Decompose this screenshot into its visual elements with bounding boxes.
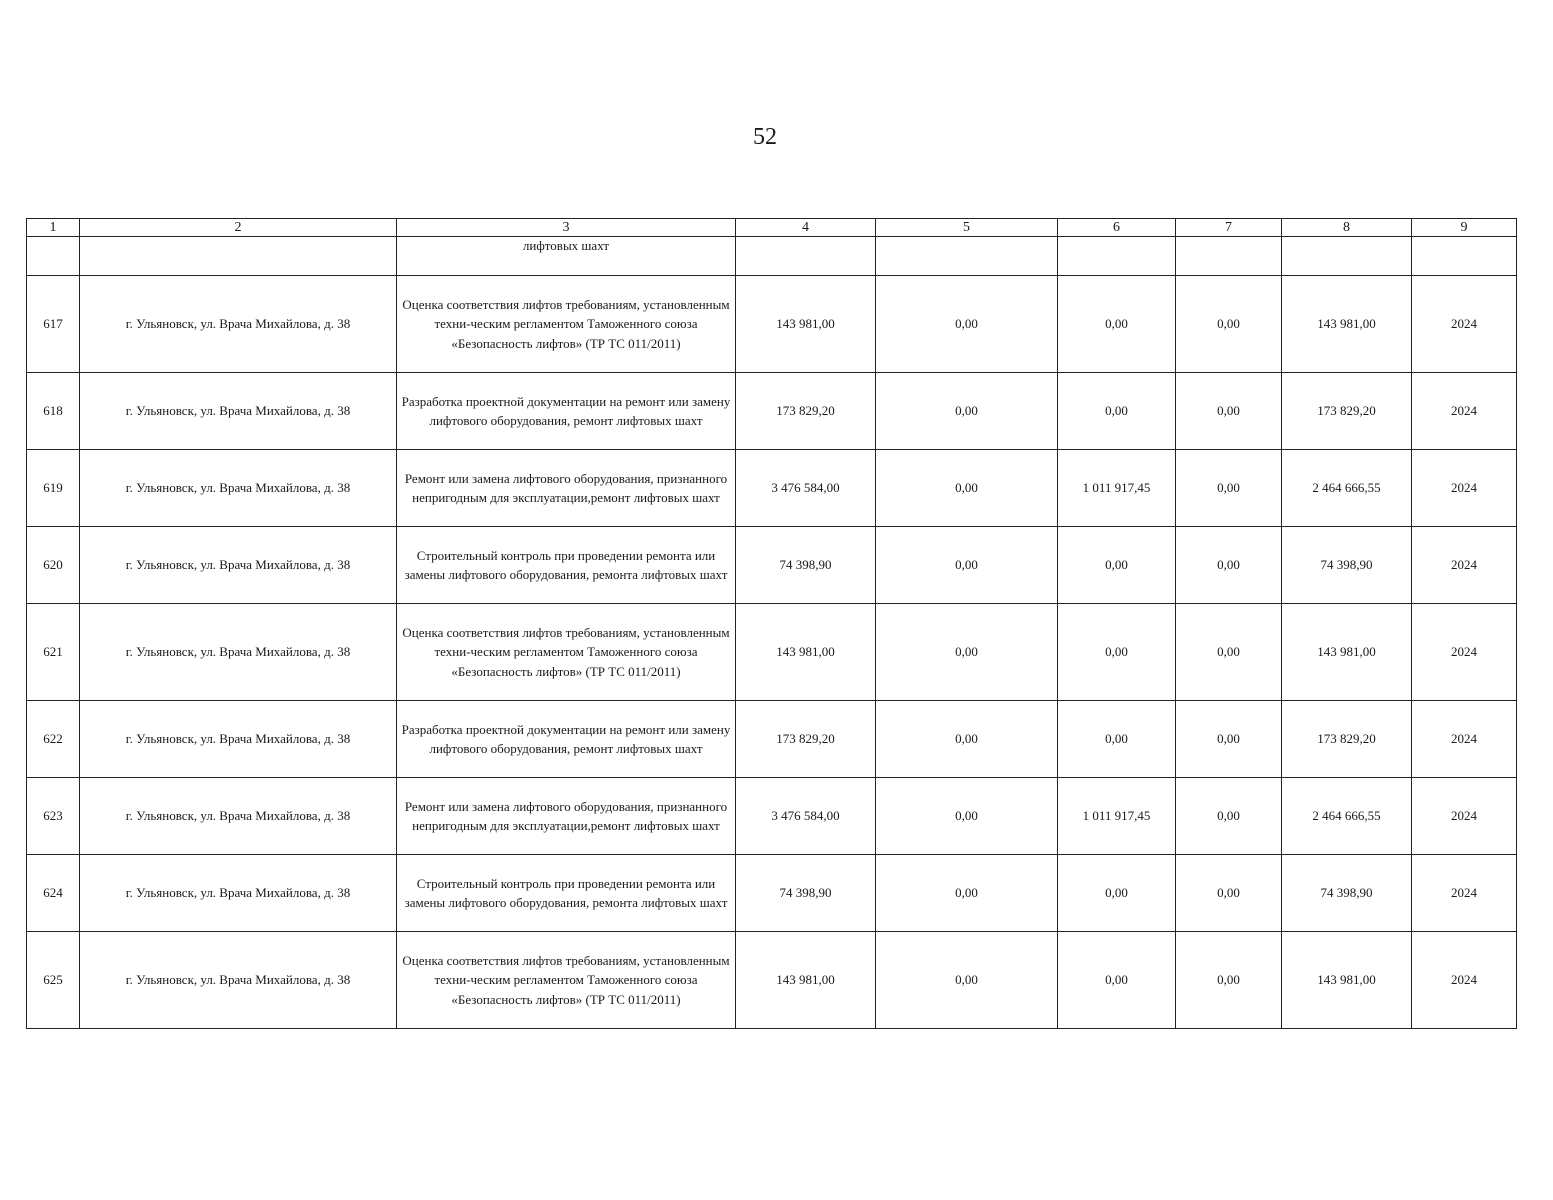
amount-cell: 0,00 <box>1058 373 1176 450</box>
work-type-cell: Строительный контроль при проведении ремонта или замены лифтового оборудования, ремонта лифтовых шахт <box>397 527 736 604</box>
year-cell: 2024 <box>1412 701 1517 778</box>
amount-cell: 0,00 <box>876 527 1058 604</box>
table-cell <box>1058 237 1176 276</box>
table-row <box>27 604 1517 701</box>
work-type-cell: Строительный контроль при проведении ремонта или замены лифтового оборудования, ремонта лифтовых шахт <box>397 855 736 932</box>
table-row <box>27 932 1517 1029</box>
year-cell: 2024 <box>1412 855 1517 932</box>
address-cell: г. Ульяновск, ул. Врача Михайлова, д. 38 <box>80 604 397 701</box>
year-cell: 2024 <box>1412 527 1517 604</box>
amount-cell: 173 829,20 <box>736 373 876 450</box>
amount-cell: 0,00 <box>876 701 1058 778</box>
row-number-cell: 624 <box>27 855 80 932</box>
amount-cell: 0,00 <box>1176 855 1282 932</box>
column-number-cell: 1 <box>27 219 80 237</box>
address-cell: г. Ульяновск, ул. Врача Михайлова, д. 38 <box>80 373 397 450</box>
amount-cell: 2 464 666,55 <box>1282 778 1412 855</box>
amount-cell: 74 398,90 <box>1282 527 1412 604</box>
table-cell <box>80 237 397 276</box>
address-cell: г. Ульяновск, ул. Врача Михайлова, д. 38 <box>80 701 397 778</box>
work-type-cell: Ремонт или замена лифтового оборудования, признанного непригодным для эксплуатации,ремонт лифтовых шахт <box>397 778 736 855</box>
work-type-cell: Разработка проектной документации на ремонт или замену лифтового оборудования, ремонт лифтовых шахт <box>397 373 736 450</box>
year-cell: 2024 <box>1412 373 1517 450</box>
table-cell <box>1412 237 1517 276</box>
column-number-cell: 8 <box>1282 219 1412 237</box>
row-number-cell: 625 <box>27 932 80 1029</box>
work-type-cell: Оценка соответствия лифтов требованиям, установленным техни-ческим регламентом Таможенного союза «Безопасность лифтов» (ТР ТС 011/2011) <box>397 604 736 701</box>
amount-cell: 0,00 <box>1176 778 1282 855</box>
amount-cell: 1 011 917,45 <box>1058 450 1176 527</box>
amount-cell: 0,00 <box>876 373 1058 450</box>
amount-cell: 0,00 <box>876 855 1058 932</box>
amount-cell: 143 981,00 <box>1282 932 1412 1029</box>
amount-cell: 74 398,90 <box>1282 855 1412 932</box>
amount-cell: 143 981,00 <box>1282 276 1412 373</box>
column-number-cell: 4 <box>736 219 876 237</box>
amount-cell: 0,00 <box>1176 276 1282 373</box>
row-number-cell: 622 <box>27 701 80 778</box>
column-number-cell: 2 <box>80 219 397 237</box>
amount-cell: 173 829,20 <box>1282 701 1412 778</box>
year-cell: 2024 <box>1412 604 1517 701</box>
amount-cell: 3 476 584,00 <box>736 778 876 855</box>
table-cell <box>736 237 876 276</box>
row-number-cell: 617 <box>27 276 80 373</box>
year-cell: 2024 <box>1412 932 1517 1029</box>
amount-cell: 143 981,00 <box>1282 604 1412 701</box>
table-row <box>27 778 1517 855</box>
amount-cell: 74 398,90 <box>736 527 876 604</box>
table-row <box>27 276 1517 373</box>
address-cell: г. Ульяновск, ул. Врача Михайлова, д. 38 <box>80 276 397 373</box>
amount-cell: 0,00 <box>1058 527 1176 604</box>
column-number-cell: 6 <box>1058 219 1176 237</box>
row-number-cell: 619 <box>27 450 80 527</box>
address-cell: г. Ульяновск, ул. Врача Михайлова, д. 38 <box>80 932 397 1029</box>
table-row <box>27 373 1517 450</box>
table-cell <box>876 237 1058 276</box>
amount-cell: 173 829,20 <box>1282 373 1412 450</box>
amount-cell: 173 829,20 <box>736 701 876 778</box>
amount-cell: 1 011 917,45 <box>1058 778 1176 855</box>
amount-cell: 0,00 <box>1176 932 1282 1029</box>
amount-cell: 0,00 <box>1176 527 1282 604</box>
amount-cell: 0,00 <box>1058 855 1176 932</box>
amount-cell: 0,00 <box>1058 276 1176 373</box>
amount-cell: 0,00 <box>1058 701 1176 778</box>
row-number-cell: 620 <box>27 527 80 604</box>
amount-cell: 0,00 <box>1176 701 1282 778</box>
year-cell: 2024 <box>1412 778 1517 855</box>
work-type-cell: Разработка проектной документации на ремонт или замену лифтового оборудования, ремонт лифтовых шахт <box>397 701 736 778</box>
row-number-cell: 621 <box>27 604 80 701</box>
year-cell: 2024 <box>1412 276 1517 373</box>
address-cell: г. Ульяновск, ул. Врача Михайлова, д. 38 <box>80 855 397 932</box>
amount-cell: 0,00 <box>1176 450 1282 527</box>
amount-cell: 143 981,00 <box>736 604 876 701</box>
row-number-cell: 623 <box>27 778 80 855</box>
address-cell: г. Ульяновск, ул. Врача Михайлова, д. 38 <box>80 450 397 527</box>
continuation-row <box>27 237 1517 276</box>
amount-cell: 0,00 <box>876 604 1058 701</box>
column-number-row <box>27 219 1517 237</box>
address-cell: г. Ульяновск, ул. Врача Михайлова, д. 38 <box>80 778 397 855</box>
amount-cell: 0,00 <box>876 778 1058 855</box>
amount-cell: 143 981,00 <box>736 932 876 1029</box>
table-row <box>27 450 1517 527</box>
work-type-cell: Оценка соответствия лифтов требованиям, установленным техни-ческим регламентом Таможенного союза «Безопасность лифтов» (ТР ТС 011/2011) <box>397 276 736 373</box>
table-cell <box>1176 237 1282 276</box>
table-cell <box>27 237 80 276</box>
work-type-cell: Ремонт или замена лифтового оборудования, признанного непригодным для эксплуатации,ремонт лифтовых шахт <box>397 450 736 527</box>
year-cell: 2024 <box>1412 450 1517 527</box>
amount-cell: 0,00 <box>1058 932 1176 1029</box>
amount-cell: 0,00 <box>1058 604 1176 701</box>
work-type-cell: Оценка соответствия лифтов требованиям, установленным техни-ческим регламентом Таможенного союза «Безопасность лифтов» (ТР ТС 011/2011) <box>397 932 736 1029</box>
table-row <box>27 701 1517 778</box>
amount-cell: 0,00 <box>876 450 1058 527</box>
column-number-cell: 3 <box>397 219 736 237</box>
table-cell <box>1282 237 1412 276</box>
column-number-cell: 5 <box>876 219 1058 237</box>
amount-cell: 143 981,00 <box>736 276 876 373</box>
column-number-cell: 7 <box>1176 219 1282 237</box>
column-number-cell: 9 <box>1412 219 1517 237</box>
amount-cell: 74 398,90 <box>736 855 876 932</box>
amount-cell: 2 464 666,55 <box>1282 450 1412 527</box>
address-cell: г. Ульяновск, ул. Врача Михайлова, д. 38 <box>80 527 397 604</box>
amount-cell: 3 476 584,00 <box>736 450 876 527</box>
data-table <box>26 218 1517 1029</box>
amount-cell: 0,00 <box>876 276 1058 373</box>
row-number-cell: 618 <box>27 373 80 450</box>
amount-cell: 0,00 <box>1176 373 1282 450</box>
table-row <box>27 527 1517 604</box>
table-row <box>27 855 1517 932</box>
amount-cell: 0,00 <box>1176 604 1282 701</box>
page-number: 52 <box>753 124 777 150</box>
amount-cell: 0,00 <box>876 932 1058 1029</box>
work-type-cell: лифтовых шахт <box>397 237 736 276</box>
